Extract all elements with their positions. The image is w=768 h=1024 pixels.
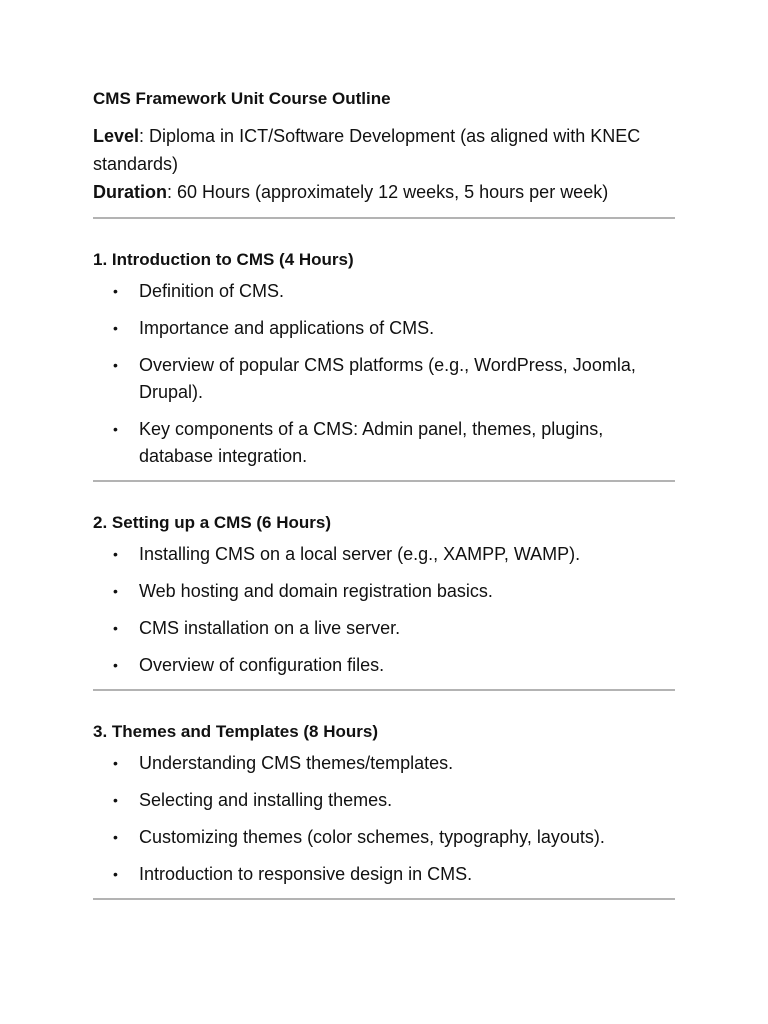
list-item-text: Customizing themes (color schemes, typography, layouts). (139, 827, 605, 847)
bullet-icon: • (113, 620, 118, 636)
list-item (93, 861, 675, 888)
list-item (93, 787, 675, 814)
list-item-text: Overview of popular CMS platforms (e.g., WordPress, Joomla, Drupal). (139, 355, 636, 402)
document-page (93, 86, 675, 928)
section-introduction (93, 247, 675, 482)
list-item-text: Definition of CMS. (139, 281, 285, 301)
list-item (93, 750, 675, 777)
divider (93, 480, 675, 482)
duration-label: Duration (93, 182, 167, 202)
list-item (93, 541, 675, 568)
bullet-icon: • (113, 546, 118, 562)
bullet-icon: • (113, 583, 118, 599)
list-item (93, 652, 675, 679)
list-item (93, 578, 675, 605)
topic-list (93, 541, 675, 679)
topic-list (93, 750, 675, 888)
list-item-text: Importance and applications of CMS. (139, 318, 435, 338)
list-item-text: Installing CMS on a local server (e.g., XAMPP, WAMP). (139, 544, 581, 564)
bullet-icon: • (113, 357, 118, 373)
list-item-text: Web hosting and domain registration basics. (139, 581, 493, 601)
bullet-icon: • (113, 283, 118, 299)
document-title: CMS Framework Unit Course Outline (93, 89, 391, 108)
list-item (93, 315, 675, 342)
duration-value: : 60 Hours (approximately 12 weeks, 5 hours per week) (167, 182, 609, 202)
bullet-icon: • (113, 792, 118, 808)
bullet-icon: • (113, 421, 118, 437)
list-item-text: CMS installation on a live server. (139, 618, 401, 638)
list-item (93, 416, 675, 470)
list-item (93, 615, 675, 642)
section-setup (93, 510, 675, 691)
topic-list (93, 278, 675, 470)
section-title: 1. Introduction to CMS (4 Hours) (93, 250, 354, 269)
bullet-icon: • (113, 320, 118, 336)
section-title: 3. Themes and Templates (8 Hours) (93, 722, 378, 741)
list-item-text: Overview of configuration files. (139, 655, 385, 675)
level-label: Level (93, 126, 140, 146)
list-item-text: Introduction to responsive design in CMS. (139, 864, 473, 884)
bullet-icon: • (113, 657, 118, 673)
level-value: : Diploma in ICT/Software Development (as aligned with KNEC standards) (93, 126, 641, 174)
divider (93, 217, 675, 219)
list-item (93, 278, 675, 305)
list-item (93, 352, 675, 406)
list-item-text: Key components of a CMS: Admin panel, themes, plugins, database integration. (139, 419, 604, 466)
section-title: 2. Setting up a CMS (6 Hours) (93, 513, 332, 532)
list-item (93, 824, 675, 851)
bullet-icon: • (113, 866, 118, 882)
divider (93, 689, 675, 691)
duration-line (93, 178, 675, 206)
bullet-icon: • (113, 755, 118, 771)
bullet-icon: • (113, 829, 118, 845)
level-line (93, 122, 675, 178)
list-item-text: Understanding CMS themes/templates. (139, 753, 454, 773)
section-themes (93, 719, 675, 900)
divider (93, 898, 675, 900)
list-item-text: Selecting and installing themes. (139, 790, 393, 810)
